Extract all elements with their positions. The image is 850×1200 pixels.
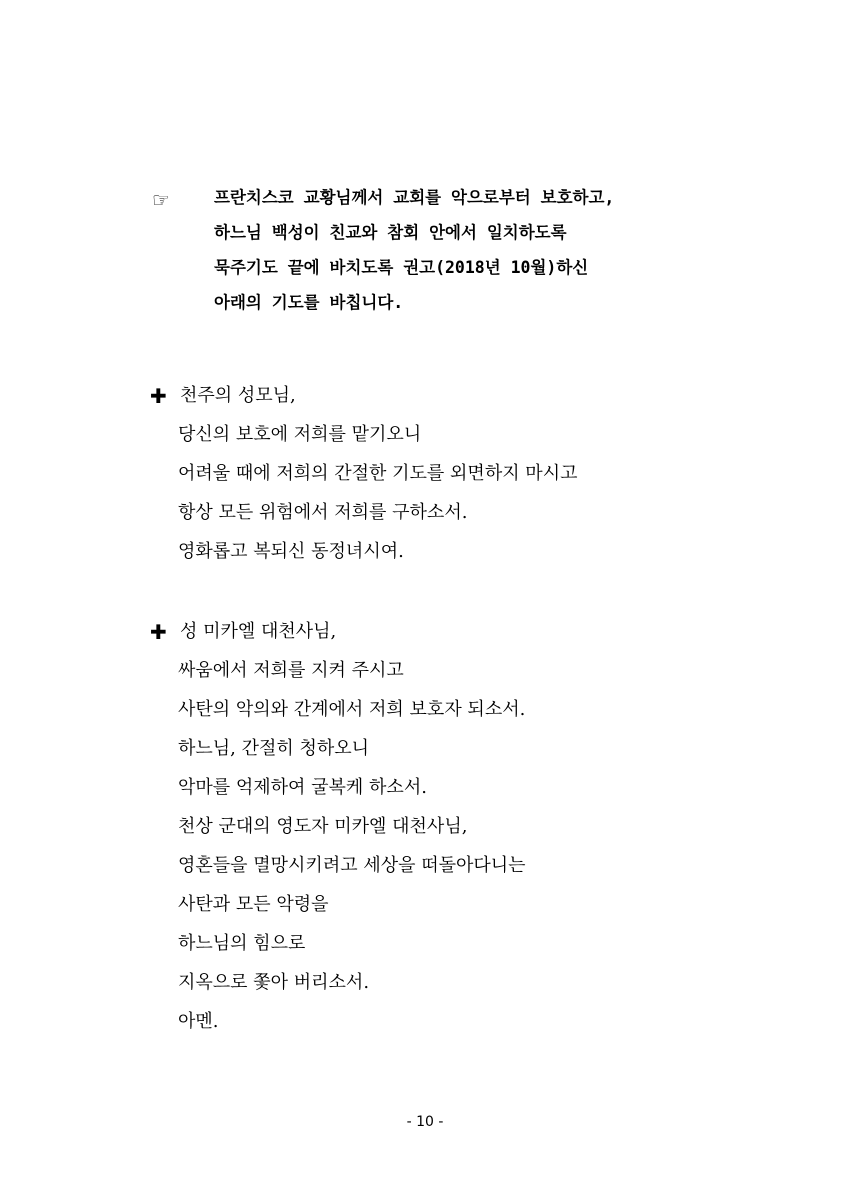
prayer-line: 악마를 억제하여 굴복케 하소서. (178, 777, 427, 798)
prayer-line: 영혼들을 멸망시키려고 세상을 떠돌아다니는 (178, 855, 526, 876)
prayer-line: 영화롭고 복되신 동정녀시여. (178, 541, 404, 562)
prayer-line: 하느님의 힘으로 (178, 933, 306, 954)
prayer-line: 하느님, 간절히 청하오니 (178, 738, 370, 759)
prayer-line: 당신의 보호에 저희를 맡기오니 (178, 424, 422, 445)
prayer-to-mary (150, 379, 800, 574)
prayer-line: 아멘. (178, 1011, 219, 1032)
prayer-line: 천상 군대의 영도자 미카엘 대천사님, (178, 816, 468, 837)
prayer-line: 항상 모든 위험에서 저희를 구하소서. (178, 502, 468, 523)
prayer-line: 천주의 성모님, (180, 385, 296, 406)
prayer-line: 사탄의 악의와 간계에서 저희 보호자 되소서. (178, 699, 526, 720)
prayer-line: 싸움에서 저희를 지켜 주시고 (178, 660, 404, 681)
cross-icon: ✚ (150, 384, 167, 408)
prayer-to-michael (150, 615, 800, 1044)
prayer-line: 어려울 때에 저희의 간절한 기도를 외면하지 마시고 (178, 463, 578, 484)
intro-line: 프란치스코 교황님께서 교회를 악으로부터 보호하고, (214, 188, 615, 207)
page-number: - 10 - (406, 1114, 444, 1130)
prayer-line: 성 미카엘 대천사님, (180, 621, 337, 642)
pointing-hand-icon: ☞ (152, 188, 170, 212)
intro-line: 하느님 백성이 친교와 참회 안에서 일치하도록 (214, 223, 567, 242)
prayer-line: 사탄과 모든 악령을 (178, 894, 329, 915)
intro-line: 묵주기도 끝에 바치도록 권고(2018년 10월)하신 (214, 258, 589, 277)
prayer-line: 지옥으로 쫓아 버리소서. (178, 972, 370, 993)
cross-icon: ✚ (150, 620, 167, 644)
intro-line: 아래의 기도를 바칩니다. (214, 293, 404, 312)
intro-text (214, 186, 614, 326)
